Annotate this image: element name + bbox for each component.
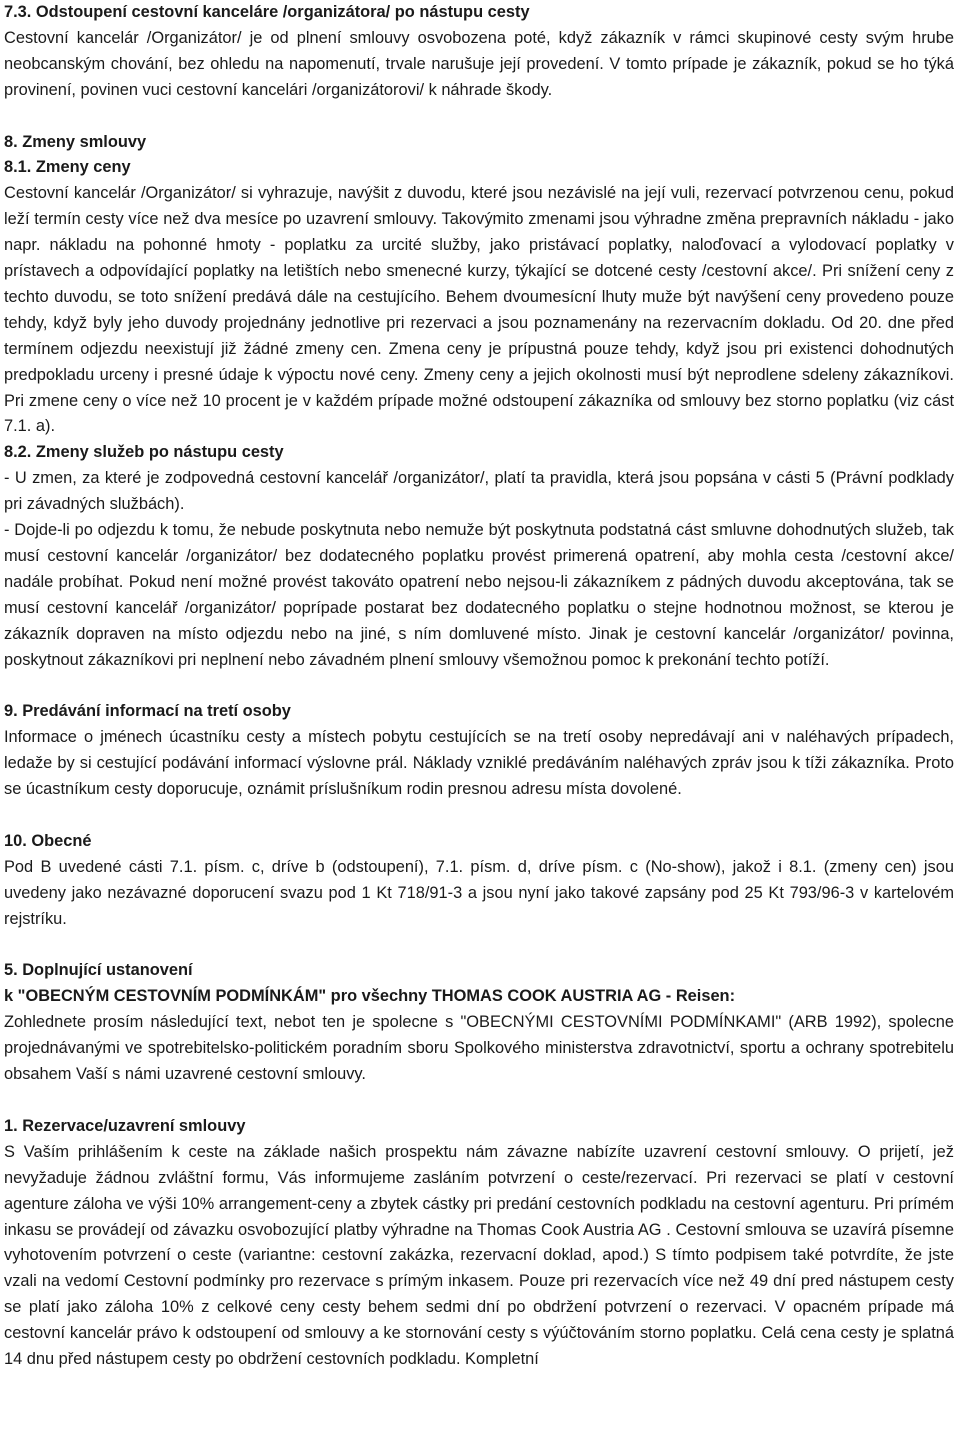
section-9-text: Informace o jménech úcastníku cesty a místech pobytu cestujících se na tretí osoby nepredávají ani v naléhavých prípadech, ledaže by si cestující podávání informací výslovne prál. Náklady vzniklé predáváním naléhavých zpráv jsou k tíži zákazníka. Proto se úcastníkum cesty doporucuje, oznámit príslušníkum rodin presnou adresu místa dovolené. bbox=[4, 728, 954, 799]
section-8-2-paragraph-2: - Dojde-li po odjezdu k tomu, že nebude poskytnuta nebo nemuže být poskytnuta podstatná cást smluvne dohodnutých služeb, tak musí cestovní kancelár /organizátor/ bez dodatecného poplatku provést primerená opatrení, aby mohla cesta /cestovní akce/ nadále probíhat. Pokud není možné provést takováto opatrení nebo nejsou-li zákazníkem z pádných duvodu akceptována, tak se musí cestovní kancelář /organizátor/ poprípade postarat bez dodatecného poplatku o stejne hodnotnou možnost, se kterou je zákazník dopraven na místo odjezdu nebo na jiné, s ním domluvené místo. Jinak je cestovní kancelár /organizátor/ povinna, poskytnout zákazníkovi pri neplnení nebo závadném plnení smlouvy všemožnou pomoc k prekonání techto potíží. bbox=[4, 521, 954, 669]
spacer bbox=[4, 104, 954, 130]
section-7-3-heading: 7.3. Odstoupení cestovní kanceláre /organizátora/ po nástupu cesty bbox=[4, 3, 530, 21]
section-5-heading: 5. Doplnující ustanovení bbox=[4, 961, 193, 980]
spacer bbox=[4, 1088, 954, 1114]
spacer bbox=[4, 933, 954, 959]
section-8-heading: 8. Zmeny smlouvy bbox=[4, 132, 147, 151]
spacer bbox=[4, 674, 954, 700]
section-8-1-text: Cestovní kancelár /Organizátor/ si vyhrazuje, navýšit z duvodu, které jsou nezávislé na její vuli, rezervací potvrzenou cenu, pokud leží termín cesty více než dva mesíce po uzavrení smlouvy. Takovýmito zmenami jsou výhradne změna prepravních nákladu - jako napr. nákladu na pohonné hmoty - poplatku za urcité služby, jako pristávací poplatky, naloďovací a vylodovací poplatky v prístavech a odpovídající poplatky na letištích nebo smenecné kurzy, týkající se dotcené cesty /cestovní akce/. Pri snížení ceny z techto duvodu, se toto snížení predává dále na cestujícího. Behem dvoumesícní lhuty muže být navýšení ceny provedeno pouze tehdy, když byly jeho duvody projednány jednotlive pri rezervaci a jsou poznamenány na rezervacním dokladu. Od 20. dne před termínem odjezdu neexistují již žádné zmeny cen. Zmena ceny je prípustná pouze tehdy, když jsou pri existenci dohodnutých predpokladu urceny i presné údaje k výpoctu nové ceny. Zmeny ceny a jejich okolnosti musí být neprodlene sdeleny zákazníkovi. Pri zmene ceny o více než 10 procent je v každém prípade možné odstoupení zákazníka od smlouvy bez storno poplatku (viz cást 7.1. a). bbox=[4, 184, 954, 436]
section-1-heading: 1. Rezervace/uzavrení smlouvy bbox=[4, 1116, 246, 1135]
section-10-heading: 10. Obecné bbox=[4, 831, 92, 850]
section-10-text: Pod B uvedené cásti 7.1. písm. c, dríve b (odstoupení), 7.1. písm. d, dríve písm. c (No-show), jakož i 8.1. (zmeny cen) jsou uvedeny jako nezávazné doporucení svazu pod 1 Kt 718/91-3 a jsou nyní jako takové zapsány pod 25 Kt 793/96-3 v kartelovém rejstríku. bbox=[4, 857, 954, 928]
spacer bbox=[4, 803, 954, 829]
section-5-text: Zohlednete prosím následující text, nebot ten je spolecne s "OBECNÝMI CESTOVNÍMI PODMÍNKAMI" (ARB 1992), spolecne projednávanými ve spotrebitelsko-politickém poradním sboru Spolkového ministerstva zdravotnictví, sportu a ochrany spotrebitelu obsahem Vaší s námi uzavrené cestovní smlouvy. bbox=[4, 1013, 954, 1084]
section-7-3-text: Cestovní kancelár /Organizátor/ je od plnení smlouvy osvobozena poté, když zákazník v rámci skupinové cesty svým hrube neobcanským chování, bez ohledu na napomenutí, trvale narušuje její provedení. V tomto prípade je zákazník, pokud se ho týká provinení, povinen vuci cestovní kancelári /organizátorovi/ k náhrade škody. bbox=[4, 28, 954, 99]
section-1-text: S Vaším prihlášením k ceste na základe našich prospektu nám závazne nabízíte uzavrení cestovní smlouvy. O prijetí, jež nevyžaduje žádnou zvláštní formu, Vás informujeme zasláním potvrzení o ceste/rezervací. Pri rezervaci se platí v cestovní agenture záloha ve výši 10% arrangement-ceny a zbytek cástky pri predání cestovních podkladu na cestovní agenturu. Pri prímém inkasu se provádejí od závazku osvobozující platby výhradne na Thomas Cook Austria AG . Cestovní smlouva se uzavírá písemne vyhotovením potvrzení o ceste (variantne: cestovní zakázka, rezervacní doklad, apod.) S tímto podpisem také potvrdíte, že jste vzali na vedomí Cestovní podmínky pro rezervace s prímým inkasem. Pouze pri rezervacích více než 49 dní pred nástupem cesty se platí jako záloha 10% z celkové ceny cesty behem sedmi dní po obdržení potvrzení o rezervaci. V opacném prípade má cestovní kancelár právo k odstoupení od smlouvy a ke stornování cesty s výúčtováním storno poplatku. Celá cena cesty je splatná 14 dnu před nástupem cesty po obdržení cestovních podkladu. Kompletní bbox=[4, 1142, 954, 1369]
section-8-2-heading: 8.2. Zmeny služeb po nástupu cesty bbox=[4, 443, 284, 462]
section-9-heading: 9. Predávání informací na tretí osoby bbox=[4, 702, 291, 721]
section-8-1-heading: 8.1. Zmeny ceny bbox=[4, 158, 131, 177]
section-8-2-paragraph-1: - U zmen, za které je zodpovedná cestovní kancelář /organizátor/, platí ta pravidla, která jsou popsána v cásti 5 (Právní podklady pri závadných službách). bbox=[4, 469, 954, 514]
section-5-subheading: k "OBECNÝM CESTOVNÍM PODMÍNKÁM" pro všechny THOMAS COOK AUSTRIA AG - Reisen: bbox=[4, 987, 736, 1006]
